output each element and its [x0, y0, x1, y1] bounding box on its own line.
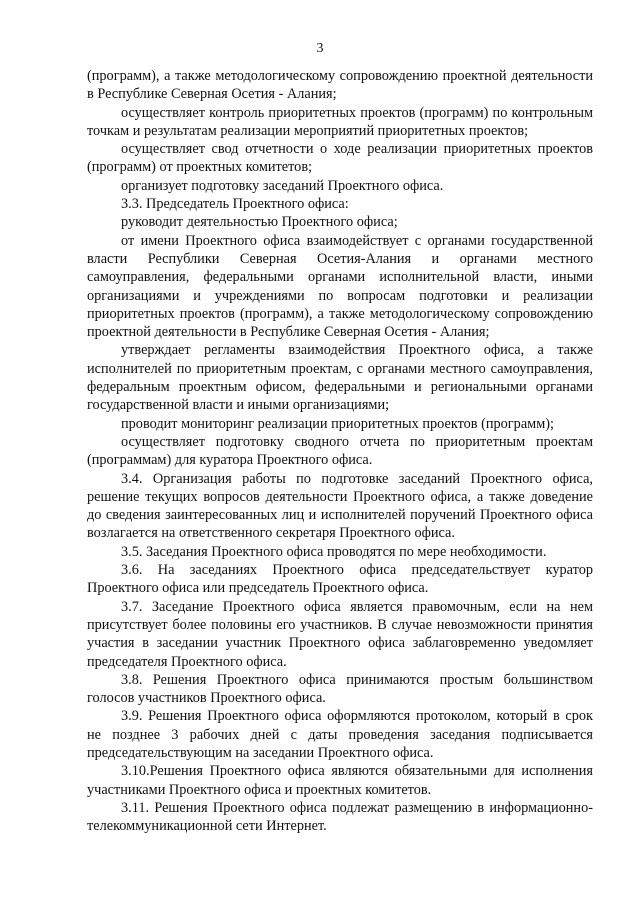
page-number: 3	[316, 41, 324, 56]
paragraph: организует подготовку заседаний Проектного офиса.	[121, 177, 444, 194]
paragraph: утверждает регламенты взаимодействия Проектного офиса, а также исполнителей по приоритетным проектам, с органами местного самоуправления, федеральным проектным офисом, федеральными и региональными органами государственной власти и иными организациями;	[87, 342, 593, 414]
paragraph: 3.6. На заседаниях Проектного офиса председательствует куратор Проектного офиса или председатель Проектного офиса.	[87, 562, 593, 597]
paragraph: 3.7. Заседание Проектного офиса является правомочным, если на нем присутствует более половины его участников. В случае невозможности принятия участия в заседании участник Проектного офиса заблаговременно уведомляет председателя Проектного офиса.	[87, 598, 593, 670]
section-heading: 3.3. Председатель Проектного офиса:	[121, 196, 349, 213]
document-body	[87, 67, 593, 835]
paragraph: (программ), а также методологическому сопровождению проектной деятельности в Республике Северная Осетия - Алания;	[87, 68, 593, 103]
paragraph: от имени Проектного офиса взаимодействует с органами государственной власти Республики Северная Осетия-Алания и органами местного самоуправления, федеральными органами исполнительной власти, иными организациями и учреждениями по вопросам подготовки и реализации приоритетных проектов (программ), а также методологическому сопровождению проектной деятельности в Республике Северная Осетия - Алания;	[87, 232, 593, 341]
paragraph: 3.11. Решения Проектного офиса подлежат размещению в информационно-телекоммуникационной сети Интернет.	[87, 799, 593, 835]
paragraph: 3.10.Решения Проектного офиса являются обязательными для исполнения участниками Проектного офиса и проектных комитетов.	[87, 763, 593, 798]
paragraph: руководит деятельностью Проектного офиса;	[121, 214, 398, 231]
paragraph: 3.9. Решения Проектного офиса оформляются протоколом, который в срок не позднее 3 рабочих дней с даты проведения заседания подписывается председательствующим на заседании Проектного офиса.	[87, 708, 593, 761]
paragraph: осуществляет контроль приоритетных проектов (программ) по контрольным точкам и результатам реализации мероприятий приоритетных проектов;	[87, 104, 593, 139]
paragraph: 3.4. Организация работы по подготовке заседаний Проектного офиса, решение текущих вопросов деятельности Проектного офиса, а также доведение до сведения заинтересованных лиц и исполнителей поручений Проектного офиса возлагается на ответственного секретаря Проектного офиса.	[87, 470, 593, 542]
paragraph: проводит мониторинг реализации приоритетных проектов (программ);	[121, 415, 554, 432]
paragraph: осуществляет подготовку сводного отчета по приоритетным проектам (программам) для куратора Проектного офиса.	[87, 433, 593, 469]
paragraph: осуществляет свод отчетности о ходе реализации приоритетных проектов (программ) от проектных комитетов;	[87, 141, 593, 176]
paragraph: 3.5. Заседания Проектного офиса проводятся по мере необходимости.	[121, 543, 547, 560]
paragraph: 3.8. Решения Проектного офиса принимаются простым большинством голосов участников Проектного офиса.	[87, 671, 593, 707]
